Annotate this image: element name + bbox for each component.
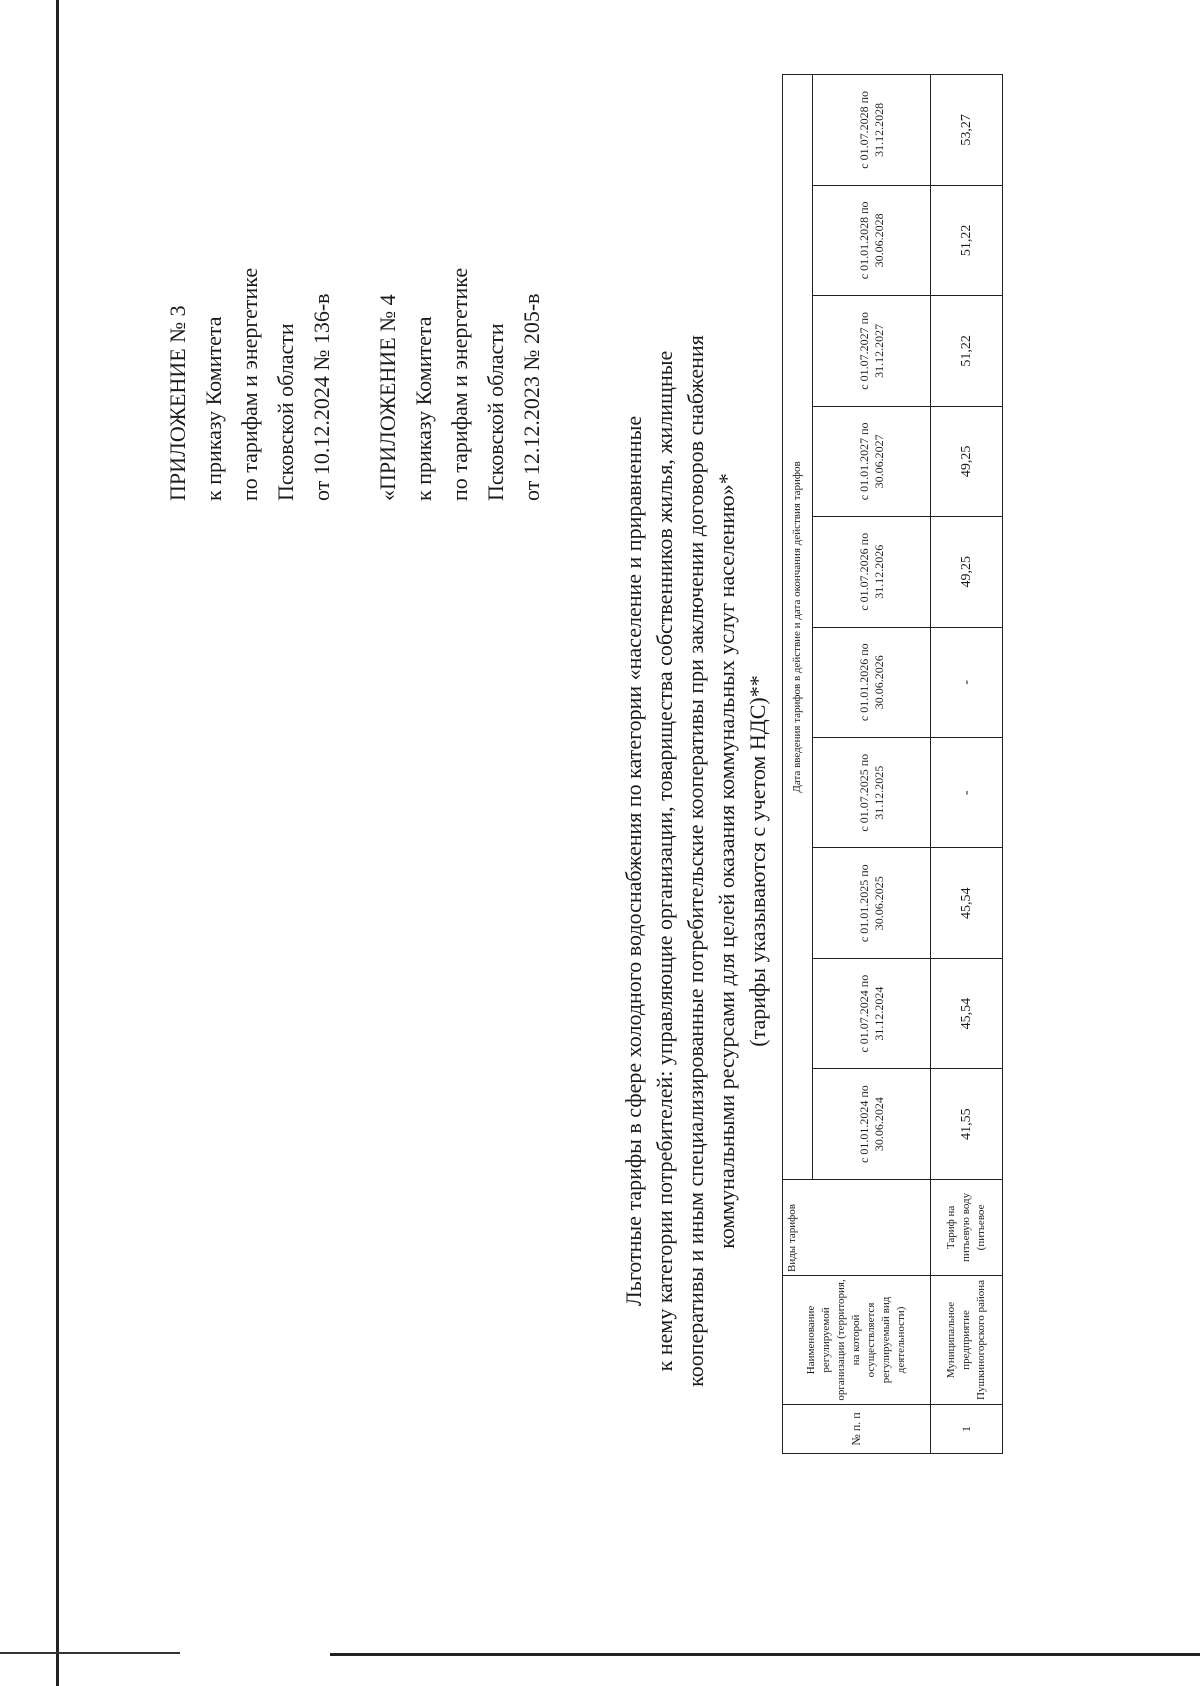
appendix-3-energetike: энергетике bbox=[237, 267, 262, 370]
table-row bbox=[931, 75, 1003, 1454]
period-header: с 01.01.2024 по 30.06.2024 bbox=[813, 1069, 931, 1179]
appendix-4-po-tarifam: по тарифам bbox=[447, 392, 472, 501]
heading-line-3: кооперативы и иным специализированные потребительские кооперативы при заключении договоров снабжения bbox=[683, 335, 708, 1387]
tariff-value: 53,27 bbox=[931, 75, 1003, 186]
period-header: с 01.01.2025 по 30.06.2025 bbox=[813, 848, 931, 958]
appendix-4-block bbox=[370, 241, 550, 501]
appendix-3-line2 bbox=[196, 241, 232, 501]
tariff-table bbox=[782, 74, 1003, 1454]
row-organization: Муниципальное предприятие Пушкиногорского района bbox=[931, 1276, 1003, 1405]
period-header: с 01.07.2024 по 31.12.2024 bbox=[813, 958, 931, 1068]
appendix-4-line3 bbox=[442, 241, 478, 501]
period-header: с 01.01.2028 по 30.06.2028 bbox=[813, 185, 931, 295]
tariff-value: - bbox=[931, 737, 1003, 847]
appendix-3-line3 bbox=[232, 241, 268, 501]
period-header: с 01.01.2027 по 30.06.2027 bbox=[813, 406, 931, 516]
heading-line-1: Льготные тарифы в сфере холодного водоснабжения по категории «население и приравненные bbox=[621, 415, 646, 1307]
appendix-4-line5: от 12.12.2023 № 205-в bbox=[519, 293, 544, 501]
period-header: с 01.07.2025 по 31.12.2025 bbox=[813, 737, 931, 847]
appendix-3-block bbox=[160, 241, 340, 501]
header-organization: Наименование регулируемой организации (территория, на которой осуществляется регулируемый вид деятельности) bbox=[783, 1276, 931, 1405]
tariff-value: 45,54 bbox=[931, 848, 1003, 958]
appendix-3-title: ПРИЛОЖЕНИЕ № 3 bbox=[165, 305, 190, 501]
appendix-3-prikazu: приказу bbox=[201, 410, 226, 485]
table-header-row-1 bbox=[783, 75, 813, 1454]
period-header: с 01.07.2028 по 31.12.2028 bbox=[813, 75, 931, 186]
tariff-value: 51,22 bbox=[931, 296, 1003, 406]
period-header: с 01.07.2026 по 31.12.2026 bbox=[813, 517, 931, 627]
tariff-value: 49,25 bbox=[931, 406, 1003, 516]
appendix-3-i: и bbox=[237, 375, 262, 387]
appendix-3-line4: Псковской области bbox=[273, 323, 298, 501]
appendix-4-komiteta: Комитета bbox=[411, 316, 436, 406]
header-num: № п. п bbox=[783, 1404, 931, 1453]
appendix-3-komiteta: Комитета bbox=[201, 316, 226, 406]
appendix-3-po-tarifam: по тарифам bbox=[237, 392, 262, 501]
appendix-3-k: к bbox=[201, 490, 226, 501]
tariff-value: 41,55 bbox=[931, 1069, 1003, 1179]
appendix-4-title: «ПРИЛОЖЕНИЕ № 4 bbox=[375, 294, 400, 501]
row-num: 1 bbox=[931, 1404, 1003, 1453]
appendix-4-prikazu: приказу bbox=[411, 410, 436, 485]
appendix-4-k: к bbox=[411, 490, 436, 501]
header-tariff-type: Виды тарифов bbox=[783, 1179, 931, 1275]
heading-line-4: коммунальными ресурсами для целей оказания коммунальных услуг населению»* bbox=[714, 473, 739, 1249]
tariff-value: - bbox=[931, 627, 1003, 737]
appendix-4-i: и bbox=[447, 375, 472, 387]
document-heading bbox=[618, 281, 773, 1441]
appendix-4-line4: Псковской области bbox=[483, 323, 508, 501]
header-dates: Дата введения тарифов в действие и дата окончания действия тарифов bbox=[783, 75, 813, 1180]
tariff-value: 51,22 bbox=[931, 185, 1003, 295]
period-header: с 01.07.2027 по 31.12.2027 bbox=[813, 296, 931, 406]
appendix-3-line5: от 10.12.2024 № 136-в bbox=[309, 293, 334, 501]
tariff-value: 49,25 bbox=[931, 517, 1003, 627]
row-tariff-type: Тариф на питьевую воду (питьевое bbox=[931, 1179, 1003, 1275]
appendix-4-line2 bbox=[406, 241, 442, 501]
period-header: с 01.01.2026 по 30.06.2026 bbox=[813, 627, 931, 737]
heading-line-5: (тарифы указываются с учетом НДС)** bbox=[745, 675, 770, 1047]
heading-line-2: к нему категории потребителей: управляющие организации, товарищества собственников жилья, жилищные bbox=[652, 350, 677, 1372]
appendix-4-energetike: энергетике bbox=[447, 267, 472, 370]
tariff-value: 45,54 bbox=[931, 958, 1003, 1068]
